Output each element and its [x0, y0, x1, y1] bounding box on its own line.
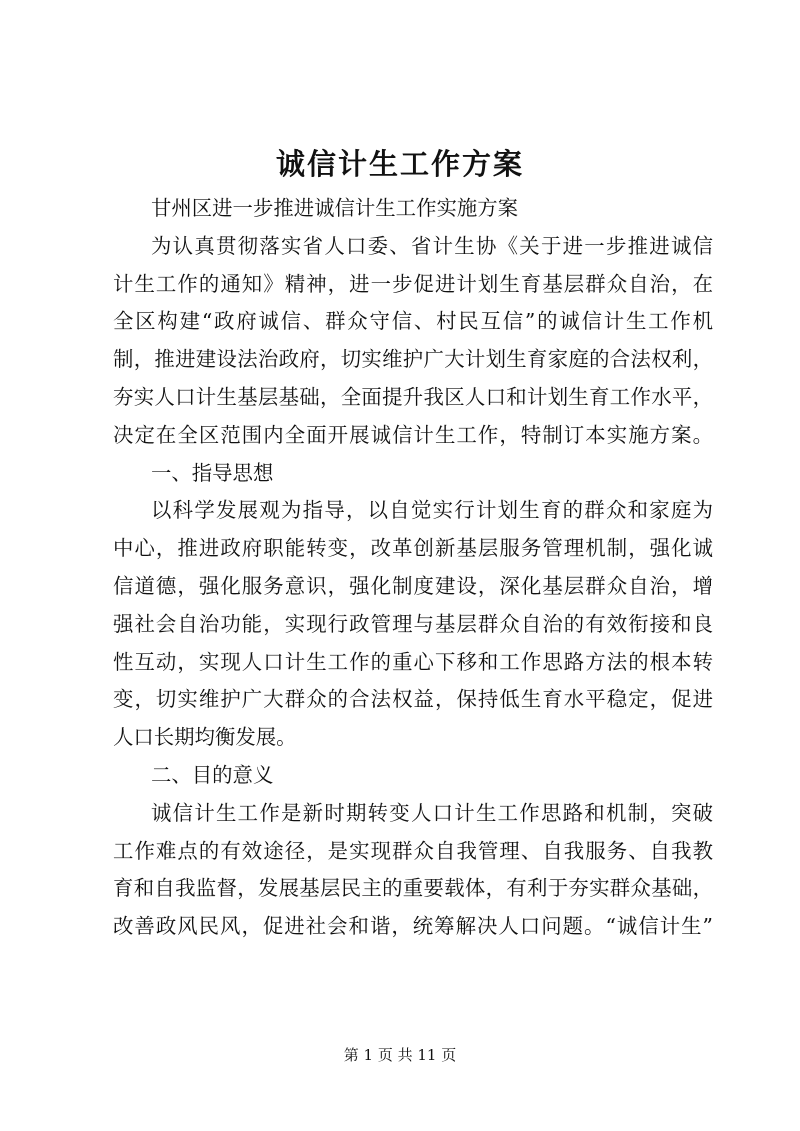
text-line: 工作难点的有效途径，是实现群众自我管理、自我服务、自我教 [113, 838, 713, 863]
text-line: 信道德，强化服务意识，强化制度建设，深化基层群众自治，增 [113, 573, 713, 598]
page-indicator: 第 1 页 共 11 页 [343, 1046, 457, 1064]
text-line: 全区构建“政府诚信、群众守信、村民互信”的诚信计生工作机 [113, 309, 713, 334]
text-line: 决定在全区范围内全面开展诚信计生工作，特制订本实施方案。 [113, 422, 713, 447]
document-body [113, 190, 713, 946]
text-line: 甘州区进一步推进诚信计生工作实施方案 [151, 196, 519, 220]
text-line: 中心，推进政府职能转变，改革创新基层服务管理机制，强化诚 [113, 536, 713, 561]
text-line: 二、目的意义 [151, 762, 274, 787]
text-line: 人口长期均衡发展。 [113, 725, 297, 750]
text-line: 改善政风民风，促进社会和谐，统筹解决人口问题。“诚信计生” [113, 914, 713, 939]
text-line: 诚信计生工作是新时期转变人口计生工作思路和机制，突破 [151, 800, 713, 825]
text-line: 为认真贯彻落实省人口委、省计生协《关于进一步推进诚信 [151, 233, 713, 258]
text-line: 强社会自治功能，实现行政管理与基层群众自治的有效衔接和良 [113, 611, 713, 636]
text-line: 以科学发展观为指导，以自觉实行计划生育的群众和家庭为 [151, 498, 713, 523]
text-line: 计生工作的通知》精神，进一步促进计划生育基层群众自治，在 [113, 271, 713, 296]
text-line: 夯实人口计生基层基础，全面提升我区人口和计划生育工作水平， [113, 384, 713, 409]
text-line: 性互动，实现人口计生工作的重心下移和工作思路方法的根本转 [113, 649, 713, 674]
document-title: 诚信计生工作方案 [275, 147, 524, 181]
text-line: 一、指导思想 [151, 460, 274, 485]
text-line: 变，切实维护广大群众的合法权益，保持低生育水平稳定，促进 [113, 687, 713, 712]
text-line: 育和自我监督，发展基层民主的重要载体，有利于夯实群众基础， [113, 876, 713, 901]
text-line: 制，推进建设法治政府，切实维护广大计划生育家庭的合法权利， [113, 347, 713, 372]
